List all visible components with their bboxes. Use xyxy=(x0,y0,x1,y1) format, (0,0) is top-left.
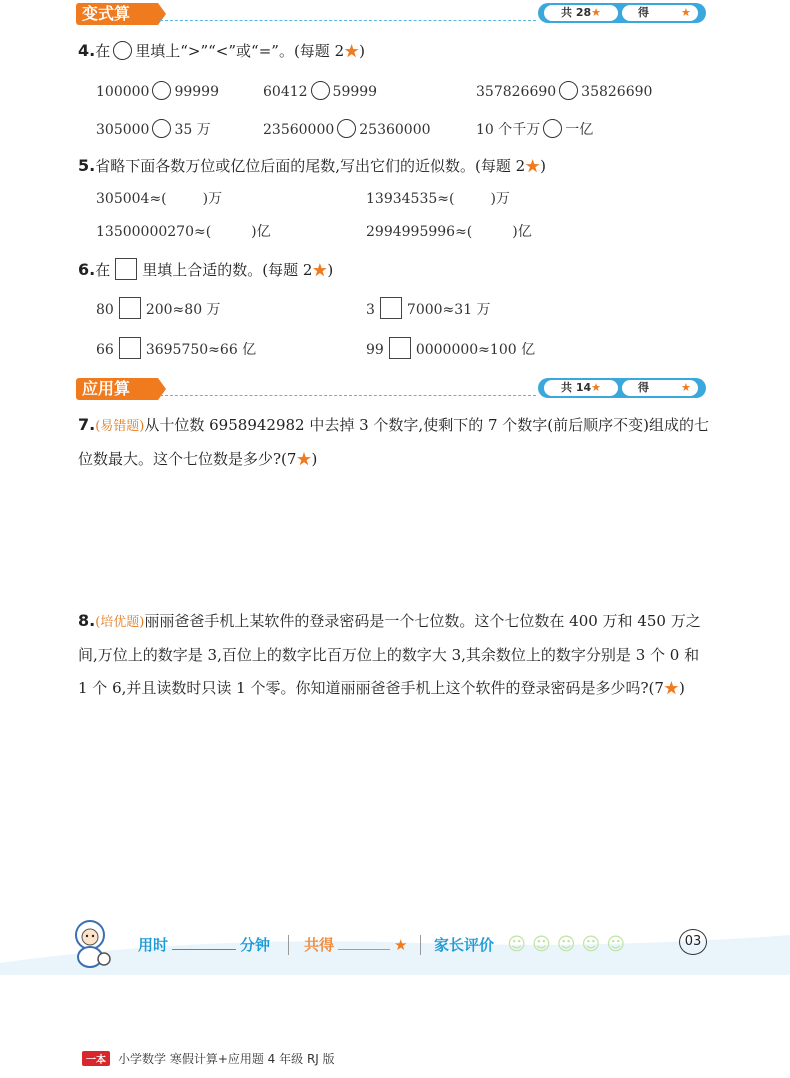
answer-circle[interactable] xyxy=(559,81,578,100)
time-blank[interactable] xyxy=(172,949,236,950)
question-6: 6.在 里填上合适的数。(每题 2★) xyxy=(78,260,334,279)
compare-item: 357826690 35826690 xyxy=(476,81,652,100)
smiley-icon[interactable]: ☺ xyxy=(507,934,533,955)
approx-item: 13934535≈( )万 xyxy=(366,191,510,207)
parent-rating: 家长评价 ☺☺☺☺☺ xyxy=(434,934,632,955)
astronaut-icon xyxy=(64,915,124,975)
answer-box[interactable] xyxy=(119,297,141,319)
smiley-icon[interactable]: ☺ xyxy=(556,934,582,955)
compare-item: 23560000 25360000 xyxy=(263,119,431,138)
star-icon: ★ xyxy=(525,157,541,175)
answer-area[interactable] xyxy=(96,480,706,590)
section-title: 变式算 xyxy=(76,3,158,25)
answer-box[interactable] xyxy=(389,337,411,359)
answer-box[interactable] xyxy=(380,297,402,319)
compare-item: 305000 35 万 xyxy=(96,119,211,139)
approx-item: 305004≈( )万 xyxy=(96,191,223,207)
star-icon: ★ xyxy=(681,381,691,394)
divider xyxy=(288,935,289,955)
approx-item: 2994995996≈( )亿 xyxy=(366,224,532,240)
answer-circle[interactable] xyxy=(311,81,330,100)
circle-blank xyxy=(113,41,132,60)
score-field: 共得 ★ xyxy=(304,936,408,954)
star-icon: ★ xyxy=(312,261,328,279)
compare-item: 60412 59999 xyxy=(263,81,377,100)
question-8: 8.(培优题)丽丽爸爸手机上某软件的登录密码是一个七位数。这个七位数在 400 万和 450 万之间,万位上的数字是 3,百位上的数字比百万位上的数字大 3,其余数位上的数字分别是 3 个 0 和 1 个 6,并且读数时只读 1 个零。你知道丽丽爸爸手机上这个软件的登录密码是多少吗?(7★) xyxy=(78,611,701,697)
compare-item: 10 个千万 一亿 xyxy=(476,119,593,139)
square-blank xyxy=(115,258,137,280)
star-icon: ★ xyxy=(296,450,312,468)
answer-area[interactable] xyxy=(96,745,706,905)
star-icon: ★ xyxy=(681,6,691,19)
fill-item: 99 0000000≈100 亿 xyxy=(366,337,535,359)
star-icon: ★ xyxy=(344,42,360,60)
star-icon: ★ xyxy=(591,381,601,394)
fill-item: 3 7000≈31 万 xyxy=(366,297,491,319)
approx-item: 13500000270≈( )亿 xyxy=(96,224,271,240)
star-icon: ★ xyxy=(394,936,408,954)
star-icon: ★ xyxy=(663,679,679,697)
footer-bar xyxy=(0,915,790,975)
brand-logo: 一本 xyxy=(82,1051,110,1066)
smiley-icon[interactable]: ☺ xyxy=(532,934,557,955)
answer-box[interactable] xyxy=(119,337,141,359)
compare-item: 100000 99999 xyxy=(96,81,219,100)
question-4: 4.在 里填上“>”“<”或“=”。(每题 2★) xyxy=(78,41,365,60)
page-number: 03 xyxy=(679,929,707,955)
book-info: 一本 小学数学 寒假计算+应用题 4 年级 RJ 版 xyxy=(82,1050,335,1067)
answer-circle[interactable] xyxy=(543,119,562,138)
fill-item: 66 3695750≈66 亿 xyxy=(96,337,256,359)
divider xyxy=(420,935,421,955)
section-header-applied xyxy=(76,378,706,400)
score-box: 共 14★ 得 ★ xyxy=(538,378,706,398)
divider xyxy=(160,395,536,396)
question-5: 5.省略下面各数万位或亿位后面的尾数,写出它们的近似数。(每题 2★) xyxy=(78,156,547,175)
score-blank[interactable] xyxy=(338,949,390,950)
score-box: 共 28★ 得 ★ xyxy=(538,3,706,23)
section-header-variant xyxy=(76,3,706,25)
divider xyxy=(160,20,536,21)
fill-item: 80 200≈80 万 xyxy=(96,297,221,319)
star-icon: ★ xyxy=(591,6,601,19)
smiley-icon[interactable]: ☺ xyxy=(581,934,607,955)
time-field: 用时 分钟 xyxy=(138,936,271,954)
smiley-icon[interactable]: ☺ xyxy=(606,934,632,955)
answer-circle[interactable] xyxy=(337,119,356,138)
question-7: 7.(易错题)从十位数 6958942982 中去掉 3 个数字,使剩下的 7 个数字(前后顺序不变)组成的七位数最大。这个七位数是多少?(7★) xyxy=(78,415,709,468)
answer-circle[interactable] xyxy=(152,81,171,100)
answer-circle[interactable] xyxy=(152,119,171,138)
section-title: 应用算 xyxy=(76,378,158,400)
